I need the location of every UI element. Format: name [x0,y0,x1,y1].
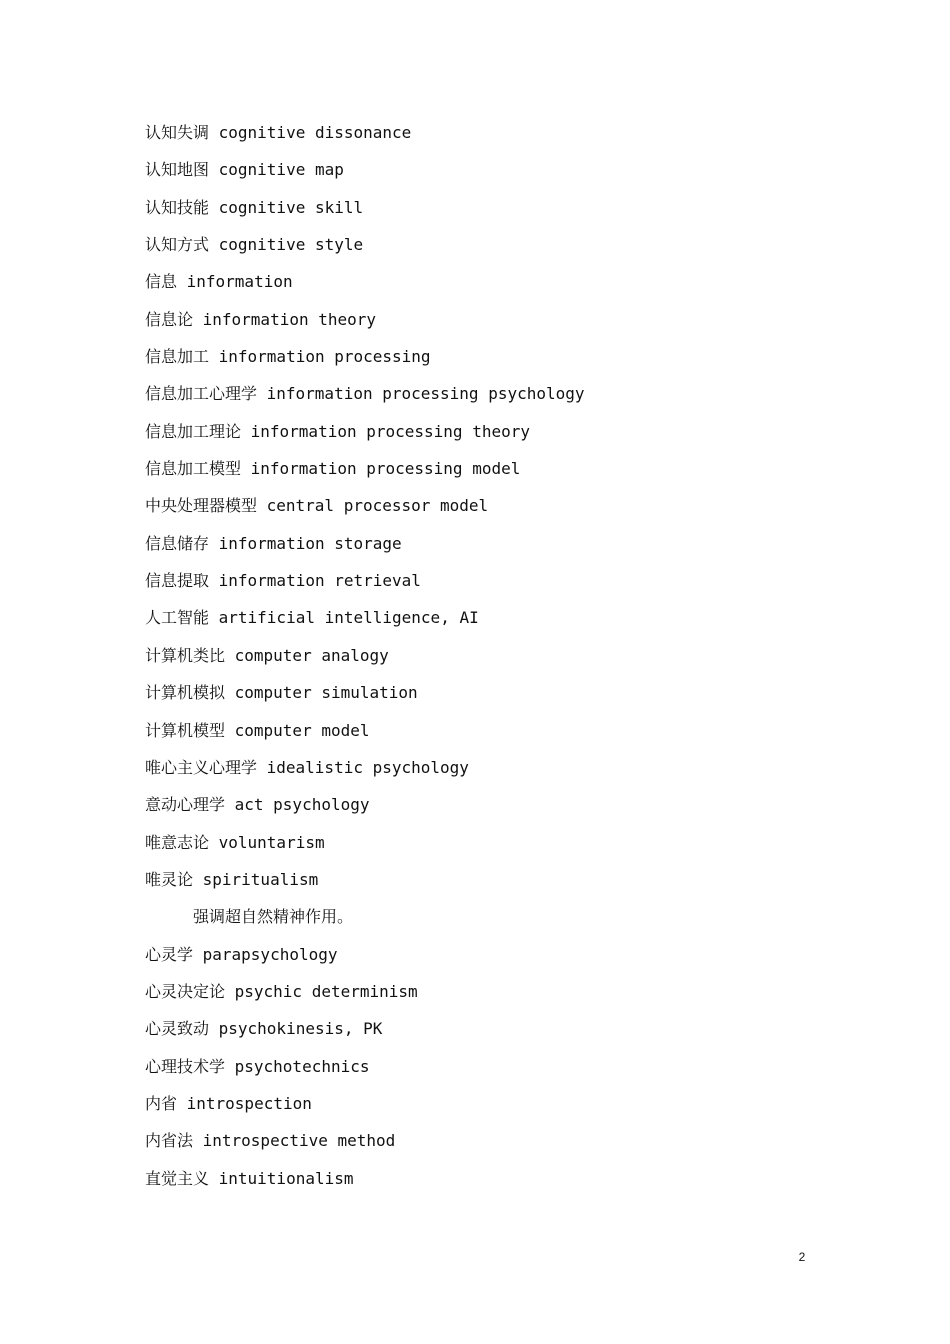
glossary-entry: 心理技术学 psychotechnics [145,1056,370,1076]
glossary-entry: 信息提取 information retrieval [145,571,421,591]
glossary-entry: 信息加工理论 information processing theory [145,421,530,441]
glossary-entry: 信息储存 information storage [145,533,402,553]
glossary-entry: 信息加工 information processing [145,347,431,367]
glossary-entry: 信息 information [145,272,293,292]
glossary-entry: 认知失调 cognitive dissonance [145,123,412,142]
glossary-entry: 计算机模拟 computer simulation [145,683,418,703]
glossary-list [145,114,865,1197]
glossary-entry: 心灵致动 psychokinesis, PK [145,1019,383,1039]
glossary-entry: 内省法 introspective method [145,1131,396,1151]
glossary-entry: 信息加工心理学 information processing psychology [145,384,585,404]
glossary-entry: 认知方式 cognitive style [145,235,364,255]
glossary-entry: 唯心主义心理学 idealistic psychology [145,757,469,777]
glossary-entry: 内省 introspection [145,1093,312,1113]
glossary-entry: 唯灵论 spiritualism [145,869,319,889]
glossary-entry: 心灵决定论 psychic determinism [145,981,418,1001]
glossary-entry: 信息加工模型 information processing model [145,459,521,479]
glossary-entry: 信息论 information theory [145,309,377,329]
glossary-entry: 意动心理学 act psychology [145,795,370,815]
glossary-entry: 认知技能 cognitive skill [145,197,364,217]
glossary-entry: 计算机模型 computer model [145,720,370,740]
glossary-entry: 计算机类比 computer analogy [145,645,389,665]
glossary-entry: 唯意志论 voluntarism [145,832,325,852]
glossary-entry: 认知地图 cognitive map [145,160,344,180]
glossary-entry: 直觉主义 intuitionalism [145,1168,354,1188]
glossary-entry: 心灵学 parapsychology [145,944,338,964]
page-number: 2 [798,1250,806,1264]
glossary-entry: 中央处理器模型 central processor model [145,496,489,516]
glossary-entry: 人工智能 artificial intelligence, AI [145,608,479,628]
entry-note: 强调超自然精神作用。 [193,907,354,927]
